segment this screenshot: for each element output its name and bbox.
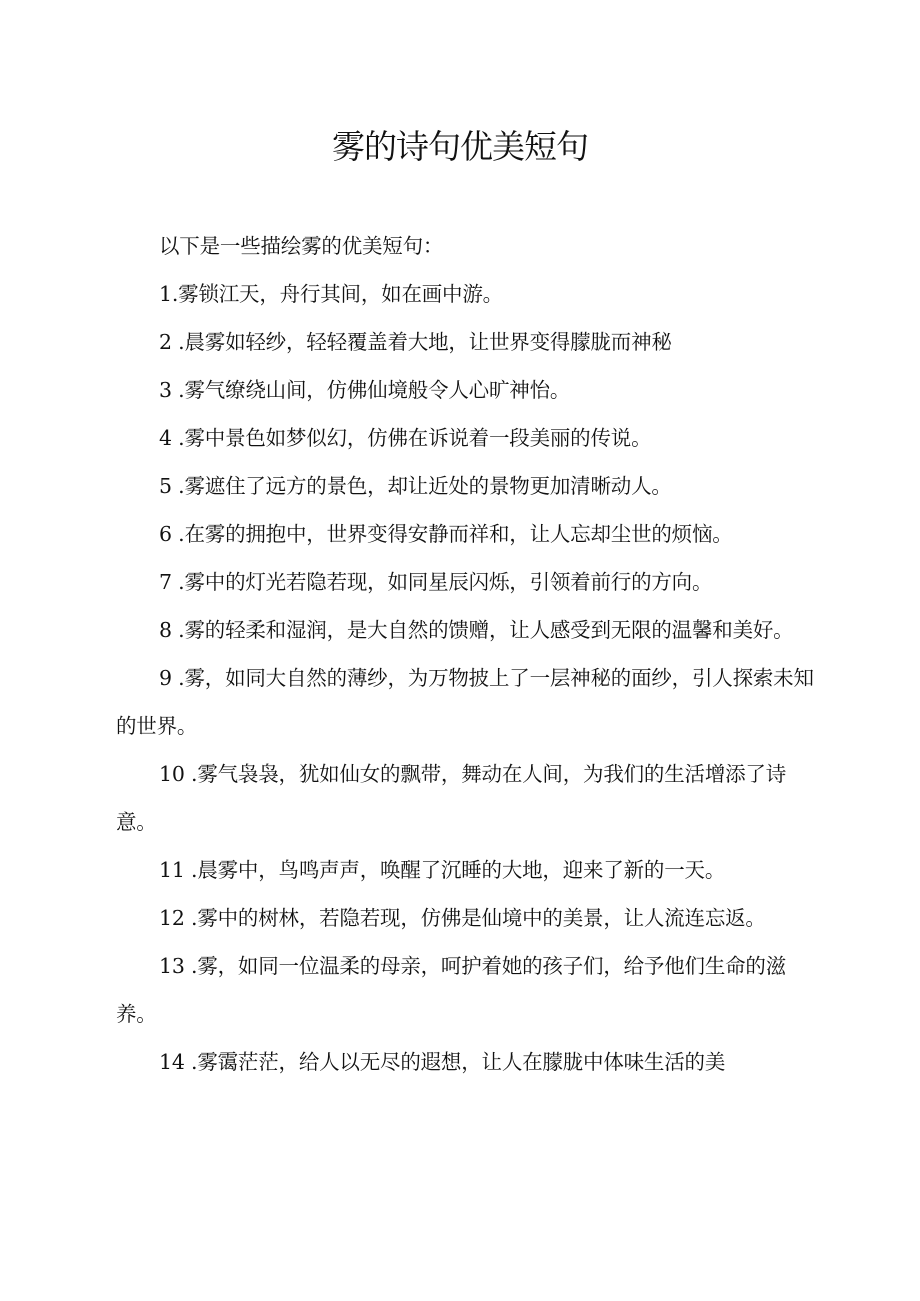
list-item: 8 .雾的轻柔和湿润，是大自然的馈赠，让人感受到无限的温馨和美好。 [159, 618, 794, 642]
list-item: 1.雾锁江天，舟行其间，如在画中游。 [159, 282, 503, 306]
list-item: 5 .雾遮住了远方的景色，却让近处的景物更加清晰动人。 [159, 474, 672, 498]
document-body [116, 222, 816, 1086]
list-item: 10 .雾气袅袅，犹如仙女的飘带，舞动在人间，为我们的生活增添了诗意。 [116, 762, 787, 834]
list-item: 13 .雾，如同一位温柔的母亲，呵护着她的孩子们，给予他们生命的滋养。 [116, 954, 787, 1026]
list-item: 9 .雾，如同大自然的薄纱，为万物披上了一层神秘的面纱，引人探索未知的世界。 [116, 666, 814, 738]
list-item: 7 .雾中的灯光若隐若现，如同星辰闪烁，引领着前行的方向。 [159, 570, 713, 594]
list-item: 3 .雾气缭绕山间，仿佛仙境般令人心旷神怡。 [159, 378, 571, 402]
list-item: 12 .雾中的树林，若隐若现，仿佛是仙境中的美景，让人流连忘返。 [159, 906, 766, 930]
list-item: 2 .晨雾如轻纱，轻轻覆盖着大地，让世界变得朦胧而神秘 [159, 330, 672, 354]
list-item: 14 .雾霭茫茫，给人以无尽的遐想，让人在朦胧中体味生活的美 [159, 1050, 726, 1074]
list-item: 4 .雾中景色如梦似幻，仿佛在诉说着一段美丽的传说。 [159, 426, 652, 450]
list-item: 11 .晨雾中，鸟鸣声声，唤醒了沉睡的大地，迎来了新的一天。 [159, 858, 726, 882]
intro-paragraph: 以下是一些描绘雾的优美短句： [159, 234, 444, 258]
document-title: 雾的诗句优美短句 [332, 127, 588, 166]
list-item: 6 .在雾的拥抱中，世界变得安静而祥和，让人忘却尘世的烦恼。 [159, 522, 733, 546]
